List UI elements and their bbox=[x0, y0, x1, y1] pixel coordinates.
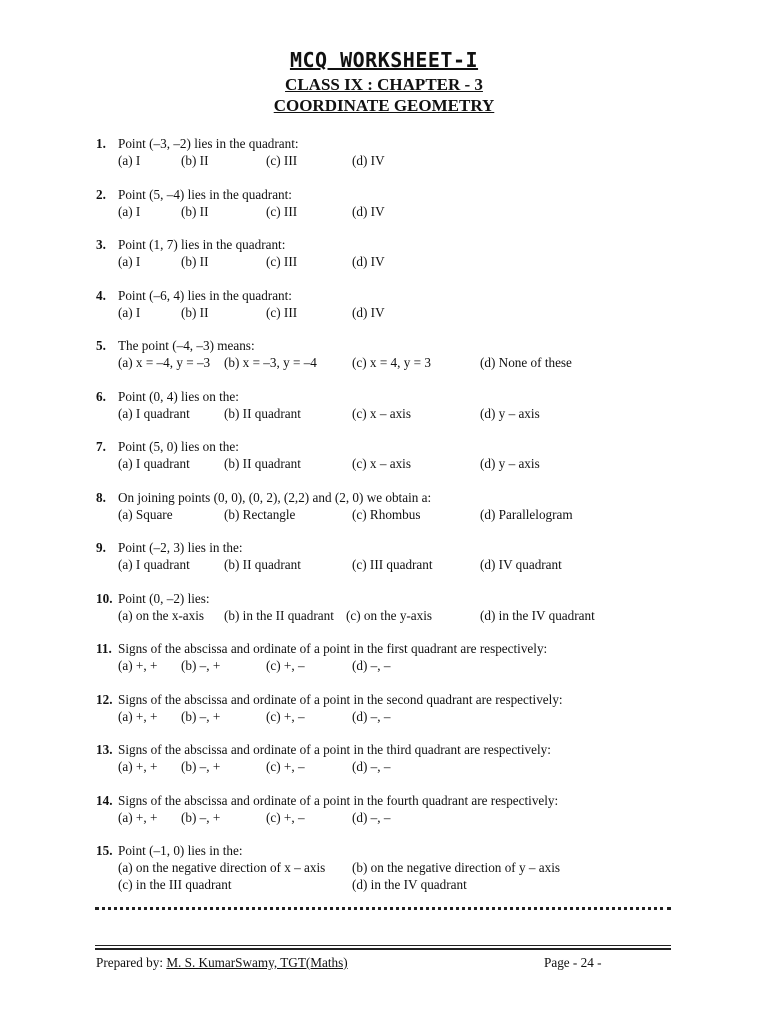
question-13 bbox=[96, 741, 696, 792]
option-b: (b) II quadrant bbox=[224, 405, 301, 421]
option-b: (b) Rectangle bbox=[224, 506, 296, 522]
question-number: 4. bbox=[96, 287, 106, 303]
question-number: 8. bbox=[96, 489, 106, 505]
option-c: (c) x – axis bbox=[352, 456, 411, 471]
question-12 bbox=[96, 691, 696, 742]
option-b: (b) x = –3, y = –4 bbox=[224, 355, 317, 370]
option-a: (a) I quadrant bbox=[118, 456, 190, 471]
question-8 bbox=[96, 489, 696, 540]
option-d: (d) IV bbox=[352, 153, 385, 168]
option-c: (c) +, – bbox=[266, 708, 305, 724]
option-d: (d) IV bbox=[352, 203, 385, 219]
option-b: (b) –, + bbox=[181, 759, 221, 774]
option-a: (a) I bbox=[118, 203, 141, 219]
option-b: (b) II quadrant bbox=[224, 456, 301, 471]
question-4 bbox=[96, 287, 696, 338]
option-d: (d) IV bbox=[352, 304, 385, 320]
option-a: (a) I quadrant bbox=[118, 557, 190, 572]
question-stem: Point (–3, –2) lies in the quadrant: bbox=[118, 136, 299, 151]
option-c: (c) in the III quadrant bbox=[118, 877, 232, 892]
question-11 bbox=[96, 640, 696, 691]
footer-rule bbox=[95, 945, 671, 946]
question-1 bbox=[96, 135, 696, 186]
option-d: (d) IV quadrant bbox=[480, 557, 562, 572]
option-b: (b) II bbox=[181, 153, 209, 168]
question-stem: Signs of the abscissa and ordinate of a point in the fourth quadrant are respectively: bbox=[118, 792, 559, 808]
option-c: (c) +, – bbox=[266, 658, 305, 673]
question-stem: On joining points (0, 0), (0, 2), (2,2) and (2, 0) we obtain a: bbox=[118, 489, 432, 505]
question-number: 12. bbox=[96, 691, 113, 707]
option-a: (a) I bbox=[118, 153, 141, 168]
option-b: (b) in the II quadrant bbox=[224, 607, 334, 623]
option-b: (b) II bbox=[181, 304, 209, 320]
page-footer bbox=[96, 955, 608, 971]
option-d: (d) y – axis bbox=[480, 456, 540, 471]
page-number: Page - 24 - bbox=[544, 955, 602, 970]
option-b: (b) II bbox=[181, 203, 209, 219]
option-a: (a) x = –4, y = –3 bbox=[118, 355, 211, 370]
option-c: (c) +, – bbox=[266, 809, 305, 825]
option-b: (b) –, + bbox=[181, 708, 221, 724]
question-number: 10. bbox=[96, 590, 113, 606]
option-a: (a) on the negative direction of x – axis bbox=[118, 860, 326, 875]
option-a: (a) on the x-axis bbox=[118, 607, 205, 623]
option-d: (d) –, – bbox=[352, 708, 391, 724]
option-c: (c) III quadrant bbox=[352, 557, 433, 572]
question-number: 3. bbox=[96, 237, 106, 252]
option-c: (c) x = 4, y = 3 bbox=[352, 355, 431, 370]
question-number: 6. bbox=[96, 388, 106, 404]
class-chapter-heading: CLASS IX : CHAPTER - 3 bbox=[285, 75, 483, 94]
question-14 bbox=[96, 792, 696, 843]
question-stem: Signs of the abscissa and ordinate of a point in the second quadrant are respectively: bbox=[118, 691, 563, 707]
option-c: (c) Rhombus bbox=[352, 506, 421, 522]
question-number: 5. bbox=[96, 338, 106, 353]
question-number: 11. bbox=[96, 641, 112, 656]
option-d: (d) IV bbox=[352, 254, 385, 269]
question-stem: Point (0, 4) lies on the: bbox=[118, 388, 239, 404]
question-10 bbox=[96, 590, 696, 641]
question-number: 15. bbox=[96, 843, 113, 858]
option-d: (d) in the IV quadrant bbox=[480, 607, 595, 623]
question-number: 13. bbox=[96, 742, 113, 757]
option-d: (d) –, – bbox=[352, 809, 391, 825]
option-b: (b) II quadrant bbox=[224, 557, 301, 572]
option-c: (c) III bbox=[266, 304, 298, 320]
question-15 bbox=[96, 842, 696, 893]
question-stem: The point (–4, –3) means: bbox=[118, 338, 255, 353]
question-stem: Point (–2, 3) lies in the: bbox=[118, 540, 243, 555]
question-number: 1. bbox=[96, 136, 106, 151]
worksheet-title: MCQ WORKSHEET-I bbox=[289, 48, 479, 72]
question-stem: Point (1, 7) lies in the quadrant: bbox=[118, 237, 286, 252]
option-a: (a) +, + bbox=[118, 658, 158, 673]
question-7 bbox=[96, 438, 696, 489]
question-list bbox=[96, 135, 696, 893]
option-a: (a) +, + bbox=[118, 809, 158, 825]
option-b: (b) on the negative direction of y – axis bbox=[352, 860, 561, 875]
option-a: (a) I bbox=[118, 254, 141, 269]
option-a: (a) +, + bbox=[118, 708, 158, 724]
option-c: (c) x – axis bbox=[352, 405, 411, 421]
option-b: (b) –, + bbox=[181, 658, 221, 673]
option-c: (c) III bbox=[266, 153, 298, 168]
question-stem: Signs of the abscissa and ordinate of a point in the third quadrant are respectively: bbox=[118, 742, 551, 757]
question-6 bbox=[96, 388, 696, 439]
option-d: (d) in the IV quadrant bbox=[352, 877, 467, 892]
question-number: 7. bbox=[96, 439, 106, 454]
question-number: 14. bbox=[96, 792, 113, 808]
question-stem: Point (0, –2) lies: bbox=[118, 590, 210, 606]
option-a: (a) I bbox=[118, 304, 141, 320]
option-c: (c) on the y-axis bbox=[346, 607, 433, 623]
dotted-separator bbox=[95, 907, 671, 910]
option-d: (d) –, – bbox=[352, 759, 391, 774]
question-stem: Signs of the abscissa and ordinate of a point in the first quadrant are respectively: bbox=[118, 641, 548, 656]
option-a: (a) Square bbox=[118, 506, 173, 522]
option-d: (d) y – axis bbox=[480, 405, 540, 421]
option-b: (b) II bbox=[181, 254, 209, 269]
option-d: (d) None of these bbox=[480, 355, 572, 370]
option-d: (d) Parallelogram bbox=[480, 506, 573, 522]
question-5 bbox=[96, 337, 696, 388]
question-9 bbox=[96, 539, 696, 590]
option-b: (b) –, + bbox=[181, 809, 221, 825]
footer-rule-thick bbox=[95, 948, 671, 950]
topic-heading: COORDINATE GEOMETRY bbox=[273, 96, 495, 115]
question-stem: Point (5, 0) lies on the: bbox=[118, 439, 239, 454]
question-stem: Point (–1, 0) lies in the: bbox=[118, 843, 243, 858]
option-d: (d) –, – bbox=[352, 658, 391, 673]
option-c: (c) +, – bbox=[266, 759, 305, 774]
question-number: 2. bbox=[96, 186, 106, 202]
option-c: (c) III bbox=[266, 203, 298, 219]
option-c: (c) III bbox=[266, 254, 298, 269]
option-a: (a) +, + bbox=[118, 759, 158, 774]
author-name: M. S. KumarSwamy, TGT(Maths) bbox=[166, 955, 348, 970]
question-2 bbox=[96, 186, 696, 237]
question-number: 9. bbox=[96, 540, 106, 555]
question-stem: Point (–6, 4) lies in the quadrant: bbox=[118, 287, 292, 303]
option-a: (a) I quadrant bbox=[118, 405, 190, 421]
question-3 bbox=[96, 236, 696, 287]
question-stem: Point (5, –4) lies in the quadrant: bbox=[118, 186, 292, 202]
prepared-by-label: Prepared by: bbox=[96, 955, 164, 970]
